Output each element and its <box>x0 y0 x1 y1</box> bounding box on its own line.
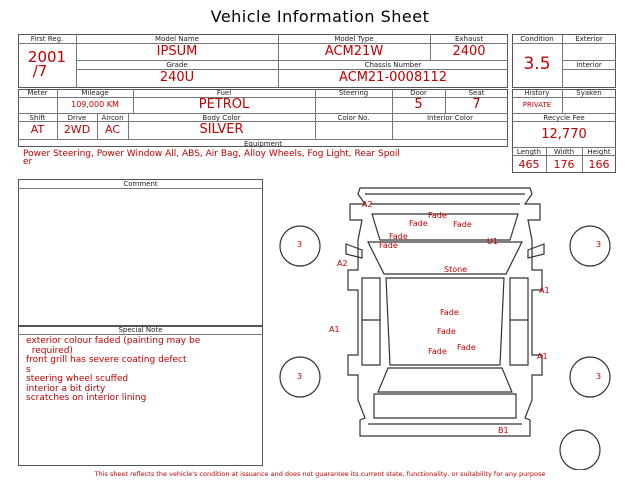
comment-box <box>18 179 263 327</box>
width-label: Width <box>553 148 575 156</box>
history-value: PRIVATE <box>522 101 552 109</box>
interior-color-label: Interior Color <box>426 114 474 122</box>
meter-label: Meter <box>27 89 48 97</box>
exterior-label: Exterior <box>575 35 603 43</box>
damage-mark: A1 <box>329 325 340 334</box>
damage-mark: A1 <box>539 286 550 295</box>
damage-mark: Fade <box>437 327 456 336</box>
damage-mark: B1 <box>498 426 509 435</box>
model-name-value: IPSUM <box>156 44 198 59</box>
width-value: 176 <box>553 158 575 171</box>
wheel-rear-right-mark: 3 <box>596 372 602 381</box>
damage-mark: A2 <box>337 259 348 268</box>
special-note-line: interior a bit dirty <box>26 383 106 394</box>
special-note-line: steering wheel scuffed <box>26 374 129 384</box>
special-note-line: scratches on interior lining <box>26 393 147 403</box>
steering-label: Steering <box>338 89 369 97</box>
model-type-value: ACM21W <box>324 44 384 59</box>
wheel-rear-left-mark: 3 <box>297 372 303 381</box>
model-type-label: Model Type <box>334 35 374 43</box>
model-name-label: Model Name <box>155 35 199 43</box>
drive-value: 2WD <box>63 123 91 136</box>
special-note-line: s <box>26 364 31 375</box>
syaken-label: Syaken <box>576 89 602 97</box>
comment-label: Comment <box>123 180 158 188</box>
special-note-label: Special Note <box>118 326 163 334</box>
history-label: History <box>524 89 550 97</box>
height-value: 166 <box>588 158 610 171</box>
door-value: 5 <box>414 97 423 112</box>
wheel-front-left-mark: 3 <box>297 240 303 249</box>
chassis-number-label: Chassis Number <box>364 61 422 69</box>
color-no-label: Color No. <box>337 114 370 122</box>
condition-label: Condition <box>520 35 554 43</box>
damage-mark: Fade <box>428 211 447 220</box>
damage-mark: Fade <box>389 232 408 241</box>
exhaust-value: 2400 <box>452 44 486 59</box>
mileage-value: 109,000 KM <box>71 100 119 109</box>
equipment-label: Equipment <box>244 140 282 148</box>
first-reg-label: First Reg. <box>30 35 64 43</box>
shift-label: Shift <box>29 114 46 122</box>
fuel-value: PETROL <box>198 97 250 112</box>
exhaust-label: Exhaust <box>454 35 484 43</box>
equipment-line-2: er <box>23 157 33 167</box>
shift-value: AT <box>30 123 45 136</box>
seat-value: 7 <box>472 97 481 112</box>
recycle-fee-label: Recycle Fee <box>543 114 585 122</box>
disclaimer-footer: This sheet reflects the vehicle's condition at issuance and does not guarantee its current state, functionality, or suitability for any purpose <box>94 470 546 478</box>
grade-value: 240U <box>159 70 195 85</box>
door-label: Door <box>410 89 427 97</box>
condition-value: 3.5 <box>523 54 551 74</box>
wheel-front-right-mark: 3 <box>596 240 602 249</box>
damage-mark: Fade <box>379 241 398 250</box>
damage-mark: Fade <box>453 220 472 229</box>
body-color-value: SILVER <box>199 122 244 137</box>
grade-label: Grade <box>166 61 188 69</box>
damage-mark: A2 <box>362 200 373 209</box>
mileage-label: Mileage <box>81 89 109 97</box>
body-color-label: Body Color <box>202 114 241 122</box>
equipment-line-1: Power Steering, Power Window All, ABS, Air Bag, Alloy Wheels, Fog Light, Rear Spoil <box>23 149 400 159</box>
special-note-line: exterior colour faded (painting may be <box>26 336 201 346</box>
fuel-label: Fuel <box>216 89 232 97</box>
special-note-line: required) <box>26 345 73 356</box>
damage-mark: Fade <box>409 219 428 228</box>
damage-mark: Fade <box>440 308 459 317</box>
damage-mark: Fade <box>428 347 447 356</box>
special-note-list <box>26 337 200 404</box>
damage-mark: Fade <box>457 343 476 352</box>
aircon-value: AC <box>104 123 120 136</box>
drive-label: Drive <box>67 114 87 122</box>
length-value: 465 <box>518 158 540 171</box>
chassis-number-value: ACM21-0008112 <box>338 70 448 85</box>
seat-label: Seat <box>468 89 485 97</box>
damage-mark: A1 <box>537 352 548 361</box>
sheet-title: Vehicle Information Sheet <box>210 7 430 26</box>
height-label: Height <box>587 148 611 156</box>
special-note-line: front grill has severe coating defect <box>26 355 187 365</box>
first-reg-month: /7 <box>32 62 48 80</box>
recycle-fee-value: 12,770 <box>541 127 587 142</box>
damage-mark: Stone <box>444 265 468 274</box>
first-reg-year: 2001 <box>27 48 67 66</box>
car-damage-diagram <box>270 180 620 470</box>
damage-mark: U1 <box>487 237 498 246</box>
length-label: Length <box>516 148 542 156</box>
interior-label: Interior <box>576 61 602 69</box>
aircon-label: Aircon <box>101 114 124 122</box>
